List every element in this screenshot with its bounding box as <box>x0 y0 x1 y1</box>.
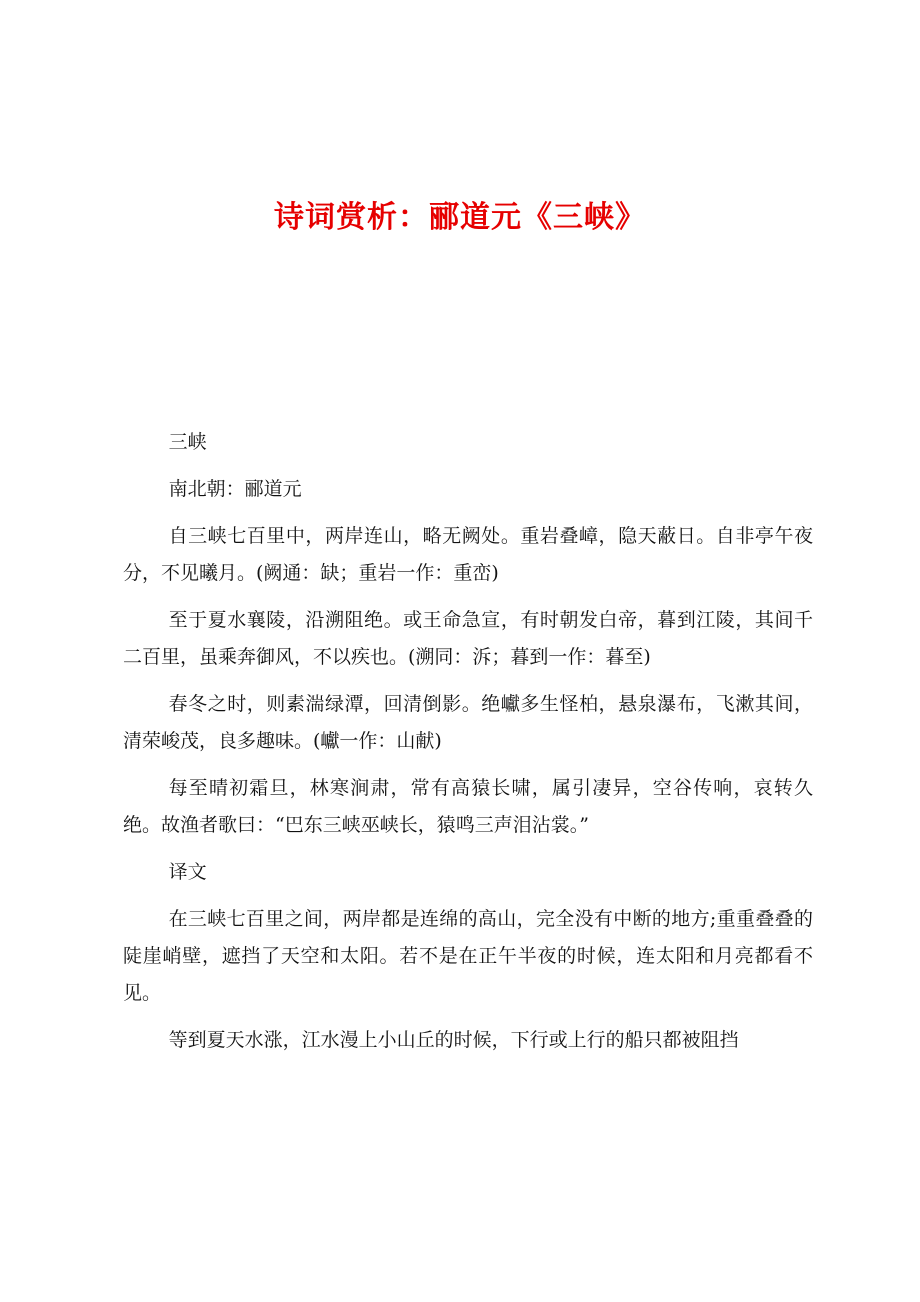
poem-paragraph-4: 每至晴初霜旦，林寒涧肃，常有高猿长啸，属引凄异，空谷传响，哀转久绝。故渔者歌曰：“巴东三峡巫峡长，猿鸣三声泪沾裳。” <box>123 777 813 836</box>
translation-paragraph-1: 在三峡七百里之间，两岸都是连绵的高山，完全没有中断的地方;重重叠叠的陡崖峭壁，遮挡了天空和太阳。若不是在正午半夜的时候，连太阳和月亮都看不见。 <box>123 908 813 1004</box>
document-title: 诗词赏析：郦道元《三峡》 <box>274 200 646 235</box>
poem-title: 三峡 <box>168 431 207 453</box>
poem-author: 南北朝：郦道元 <box>168 478 302 500</box>
poem-paragraph-2: 至于夏水襄陵，沿溯阻绝。或王命急宣，有时朝发白帝，暮到江陵，其间千二百里，虽乘奔御风，不以疾也。(溯同：泝；暮到一作：暮至) <box>123 609 813 668</box>
translation-paragraph-2: 等到夏天水涨，江水漫上小山丘的时候，下行或上行的船只都被阻挡 <box>168 1029 739 1051</box>
translation-heading: 译文 <box>168 861 207 883</box>
document-body <box>123 424 813 1069</box>
poem-paragraph-3: 春冬之时，则素湍绿潭，回清倒影。绝巘多生怪柏，悬泉瀑布，飞漱其间，清荣峻茂，良多趣味。(巘一作：山献) <box>123 693 813 752</box>
poem-paragraph-1: 自三峡七百里中，两岸连山，略无阙处。重岩叠嶂，隐天蔽日。自非亭午夜分，不见曦月。(阙通：缺；重岩一作：重峦) <box>123 525 813 584</box>
